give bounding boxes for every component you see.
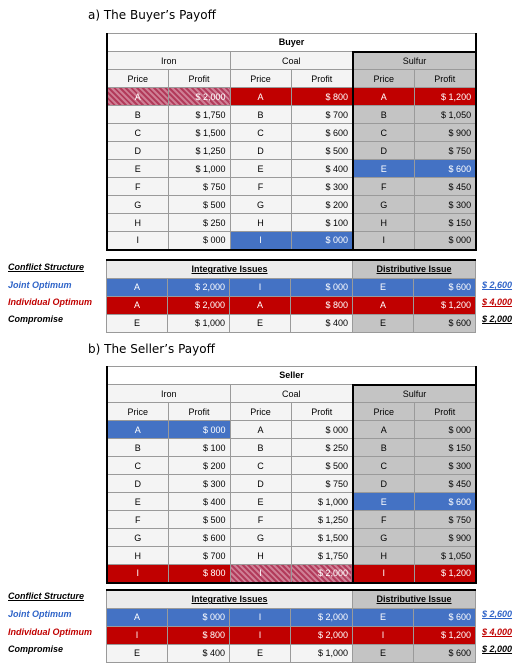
col-header: Profit bbox=[291, 70, 353, 88]
table-row bbox=[107, 529, 476, 547]
col-header: Price bbox=[353, 70, 414, 88]
price-cell: F bbox=[353, 178, 414, 196]
profit-cell: $ 600 bbox=[414, 608, 476, 626]
profit-cell: $ 200 bbox=[168, 457, 230, 475]
profit-cell: $ 2,000 bbox=[291, 565, 353, 583]
price-cell: A bbox=[107, 88, 168, 106]
profit-cell: $ 800 bbox=[168, 565, 230, 583]
price-cell: D bbox=[230, 475, 291, 493]
table-row bbox=[107, 178, 476, 196]
price-cell: C bbox=[230, 457, 291, 475]
profit-cell: $ 1,200 bbox=[414, 565, 476, 583]
table-row bbox=[107, 196, 476, 214]
profit-cell: $ 600 bbox=[414, 644, 476, 662]
profit-cell: $ 1,750 bbox=[291, 547, 353, 565]
price-cell: C bbox=[353, 124, 414, 142]
table-row bbox=[107, 124, 476, 142]
table-row bbox=[107, 493, 476, 511]
price-cell: H bbox=[107, 214, 168, 232]
price-cell: B bbox=[230, 106, 291, 124]
table-row bbox=[107, 296, 476, 314]
profit-cell: $ 600 bbox=[168, 529, 230, 547]
price-cell: I bbox=[230, 626, 291, 644]
profit-cell: $ 600 bbox=[414, 278, 476, 296]
profit-cell: $ 000 bbox=[168, 421, 230, 439]
profit-cell: $ 900 bbox=[414, 124, 476, 142]
price-cell: A bbox=[107, 296, 168, 314]
group-iron: Iron bbox=[107, 385, 230, 403]
profit-cell: $ 250 bbox=[291, 439, 353, 457]
price-cell: E bbox=[353, 644, 414, 662]
col-header: Price bbox=[107, 403, 168, 421]
group-coal: Coal bbox=[230, 385, 353, 403]
table-row bbox=[107, 142, 476, 160]
price-cell: B bbox=[107, 439, 168, 457]
profit-cell: $ 1,250 bbox=[168, 142, 230, 160]
profit-cell: $ 700 bbox=[291, 106, 353, 124]
profit-cell: $ 300 bbox=[291, 178, 353, 196]
buyer-compromise-total: $ 2,000 bbox=[482, 314, 513, 324]
profit-cell: $ 450 bbox=[414, 475, 476, 493]
price-cell: G bbox=[107, 196, 168, 214]
price-cell: B bbox=[353, 106, 414, 124]
price-cell: I bbox=[230, 608, 291, 626]
table-row bbox=[107, 88, 476, 106]
profit-cell: $ 2,000 bbox=[168, 88, 230, 106]
profit-cell: $ 150 bbox=[414, 214, 476, 232]
profit-cell: $ 000 bbox=[291, 421, 353, 439]
profit-cell: $ 000 bbox=[291, 278, 353, 296]
distributive-header: Distributive Issue bbox=[353, 260, 476, 278]
price-cell: I bbox=[353, 232, 414, 250]
price-cell: E bbox=[230, 314, 291, 332]
profit-cell: $ 000 bbox=[168, 608, 230, 626]
profit-cell: $ 800 bbox=[291, 296, 353, 314]
seller-individual-total: $ 4,000 bbox=[482, 627, 513, 637]
group-iron: Iron bbox=[107, 52, 230, 70]
price-cell: H bbox=[230, 214, 291, 232]
seller-compromise-total: $ 2,000 bbox=[482, 644, 513, 654]
table-row bbox=[107, 439, 476, 457]
price-cell: E bbox=[107, 314, 168, 332]
profit-cell: $ 1,000 bbox=[168, 160, 230, 178]
profit-cell: $ 700 bbox=[168, 547, 230, 565]
price-cell: F bbox=[230, 178, 291, 196]
price-cell: E bbox=[353, 314, 414, 332]
price-cell: H bbox=[107, 547, 168, 565]
profit-cell: $ 400 bbox=[168, 493, 230, 511]
price-cell: H bbox=[353, 547, 414, 565]
profit-cell: $ 2,000 bbox=[291, 626, 353, 644]
group-sulfur: Sulfur bbox=[353, 385, 476, 403]
profit-cell: $ 2,000 bbox=[291, 608, 353, 626]
price-cell: A bbox=[230, 296, 291, 314]
profit-cell: $ 100 bbox=[168, 439, 230, 457]
group-sulfur: Sulfur bbox=[353, 52, 476, 70]
profit-cell: $ 600 bbox=[291, 124, 353, 142]
price-cell: E bbox=[353, 160, 414, 178]
profit-cell: $ 000 bbox=[414, 421, 476, 439]
profit-cell: $ 500 bbox=[168, 196, 230, 214]
profit-cell: $ 1,250 bbox=[291, 511, 353, 529]
seller-payoff-table bbox=[106, 366, 477, 584]
col-header: Profit bbox=[414, 403, 476, 421]
seller-table-title: Seller bbox=[107, 367, 476, 385]
profit-cell: $ 1,750 bbox=[168, 106, 230, 124]
price-cell: H bbox=[230, 547, 291, 565]
price-cell: A bbox=[230, 88, 291, 106]
price-cell: E bbox=[230, 644, 291, 662]
profit-cell: $ 150 bbox=[414, 439, 476, 457]
price-cell: I bbox=[107, 565, 168, 583]
col-header: Profit bbox=[168, 70, 230, 88]
profit-cell: $ 1,500 bbox=[168, 124, 230, 142]
price-cell: B bbox=[107, 106, 168, 124]
price-cell: I bbox=[230, 278, 291, 296]
price-cell: F bbox=[107, 178, 168, 196]
price-cell: I bbox=[230, 565, 291, 583]
price-cell: A bbox=[353, 88, 414, 106]
seller-joint-label: Joint Optimum bbox=[8, 609, 72, 619]
price-cell: C bbox=[353, 457, 414, 475]
price-cell: E bbox=[353, 278, 414, 296]
price-cell: G bbox=[230, 196, 291, 214]
price-cell: E bbox=[107, 160, 168, 178]
profit-cell: $ 750 bbox=[414, 142, 476, 160]
price-cell: G bbox=[230, 529, 291, 547]
price-cell: C bbox=[230, 124, 291, 142]
profit-cell: $ 900 bbox=[414, 529, 476, 547]
table-row bbox=[107, 511, 476, 529]
profit-cell: $ 2,000 bbox=[168, 278, 230, 296]
price-cell: F bbox=[353, 511, 414, 529]
price-cell: A bbox=[107, 421, 168, 439]
table-row bbox=[107, 421, 476, 439]
buyer-individual-label: Individual Optimum bbox=[8, 297, 93, 307]
distributive-header: Distributive Issue bbox=[353, 590, 476, 608]
buyer-joint-total: $ 2,600 bbox=[482, 280, 513, 290]
profit-cell: $ 1,050 bbox=[414, 547, 476, 565]
group-coal: Coal bbox=[230, 52, 353, 70]
profit-cell: $ 400 bbox=[168, 644, 230, 662]
table-row bbox=[107, 214, 476, 232]
profit-cell: $ 000 bbox=[414, 232, 476, 250]
profit-cell: $ 1,050 bbox=[414, 106, 476, 124]
table-row bbox=[107, 547, 476, 565]
integrative-header: Integrative Issues bbox=[107, 590, 353, 608]
price-cell: A bbox=[107, 278, 168, 296]
price-cell: I bbox=[353, 626, 414, 644]
profit-cell: $ 600 bbox=[414, 160, 476, 178]
price-cell: E bbox=[230, 493, 291, 511]
profit-cell: $ 750 bbox=[414, 511, 476, 529]
price-cell: G bbox=[353, 196, 414, 214]
col-header: Price bbox=[230, 70, 291, 88]
price-cell: C bbox=[107, 457, 168, 475]
col-header: Price bbox=[230, 403, 291, 421]
profit-cell: $ 600 bbox=[414, 314, 476, 332]
profit-cell: $ 1,200 bbox=[414, 626, 476, 644]
table-row bbox=[107, 160, 476, 178]
price-cell: G bbox=[107, 529, 168, 547]
price-cell: C bbox=[107, 124, 168, 142]
price-cell: B bbox=[353, 439, 414, 457]
buyer-conflict-table bbox=[106, 259, 476, 333]
price-cell: F bbox=[107, 511, 168, 529]
profit-cell: $ 1,000 bbox=[291, 644, 353, 662]
buyer-section-title: a) The Buyer’s Payoff bbox=[88, 8, 216, 22]
profit-cell: $ 300 bbox=[168, 475, 230, 493]
profit-cell: $ 600 bbox=[414, 493, 476, 511]
profit-cell: $ 200 bbox=[291, 196, 353, 214]
table-row bbox=[107, 278, 476, 296]
col-header: Price bbox=[353, 403, 414, 421]
profit-cell: $ 000 bbox=[168, 232, 230, 250]
price-cell: E bbox=[353, 493, 414, 511]
price-cell: A bbox=[107, 608, 168, 626]
price-cell: I bbox=[107, 626, 168, 644]
col-header: Price bbox=[107, 70, 168, 88]
profit-cell: $ 300 bbox=[414, 196, 476, 214]
seller-individual-label: Individual Optimum bbox=[8, 627, 93, 637]
buyer-table-title: Buyer bbox=[107, 34, 476, 52]
profit-cell: $ 750 bbox=[291, 475, 353, 493]
profit-cell: $ 800 bbox=[168, 626, 230, 644]
price-cell: I bbox=[353, 565, 414, 583]
price-cell: H bbox=[353, 214, 414, 232]
profit-cell: $ 2,000 bbox=[168, 296, 230, 314]
seller-conflict-title: Conflict Structure bbox=[8, 591, 85, 601]
profit-cell: $ 500 bbox=[168, 511, 230, 529]
profit-cell: $ 400 bbox=[291, 160, 353, 178]
price-cell: I bbox=[230, 232, 291, 250]
profit-cell: $ 250 bbox=[168, 214, 230, 232]
price-cell: A bbox=[353, 421, 414, 439]
seller-compromise-label: Compromise bbox=[8, 644, 64, 654]
price-cell: B bbox=[230, 439, 291, 457]
price-cell: E bbox=[353, 608, 414, 626]
price-cell: D bbox=[107, 475, 168, 493]
profit-cell: $ 500 bbox=[291, 142, 353, 160]
col-header: Profit bbox=[168, 403, 230, 421]
profit-cell: $ 1,000 bbox=[291, 493, 353, 511]
price-cell: D bbox=[353, 142, 414, 160]
table-row bbox=[107, 232, 476, 250]
profit-cell: $ 1,500 bbox=[291, 529, 353, 547]
profit-cell: $ 750 bbox=[168, 178, 230, 196]
profit-cell: $ 300 bbox=[414, 457, 476, 475]
price-cell: A bbox=[353, 296, 414, 314]
table-row bbox=[107, 475, 476, 493]
price-cell: E bbox=[107, 644, 168, 662]
seller-joint-total: $ 2,600 bbox=[482, 609, 513, 619]
buyer-compromise-label: Compromise bbox=[8, 314, 64, 324]
seller-section-title: b) The Seller’s Payoff bbox=[88, 342, 215, 356]
price-cell: E bbox=[230, 160, 291, 178]
table-row bbox=[107, 457, 476, 475]
table-row bbox=[107, 565, 476, 583]
profit-cell: $ 450 bbox=[414, 178, 476, 196]
price-cell: F bbox=[230, 511, 291, 529]
profit-cell: $ 500 bbox=[291, 457, 353, 475]
table-row bbox=[107, 626, 476, 644]
price-cell: I bbox=[107, 232, 168, 250]
profit-cell: $ 400 bbox=[291, 314, 353, 332]
profit-cell: $ 800 bbox=[291, 88, 353, 106]
table-row bbox=[107, 106, 476, 124]
buyer-joint-label: Joint Optimum bbox=[8, 280, 72, 290]
table-row bbox=[107, 608, 476, 626]
profit-cell: $ 1,200 bbox=[414, 88, 476, 106]
price-cell: D bbox=[107, 142, 168, 160]
profit-cell: $ 000 bbox=[291, 232, 353, 250]
price-cell: D bbox=[353, 475, 414, 493]
integrative-header: Integrative Issues bbox=[107, 260, 353, 278]
profit-cell: $ 1,000 bbox=[168, 314, 230, 332]
profit-cell: $ 100 bbox=[291, 214, 353, 232]
buyer-conflict-title: Conflict Structure bbox=[8, 262, 85, 272]
price-cell: D bbox=[230, 142, 291, 160]
table-row bbox=[107, 644, 476, 662]
buyer-individual-total: $ 4,000 bbox=[482, 297, 513, 307]
col-header: Profit bbox=[291, 403, 353, 421]
profit-cell: $ 1,200 bbox=[414, 296, 476, 314]
col-header: Profit bbox=[414, 70, 476, 88]
price-cell: A bbox=[230, 421, 291, 439]
seller-conflict-table bbox=[106, 589, 476, 663]
table-row bbox=[107, 314, 476, 332]
price-cell: E bbox=[107, 493, 168, 511]
buyer-payoff-table bbox=[106, 33, 477, 251]
price-cell: G bbox=[353, 529, 414, 547]
